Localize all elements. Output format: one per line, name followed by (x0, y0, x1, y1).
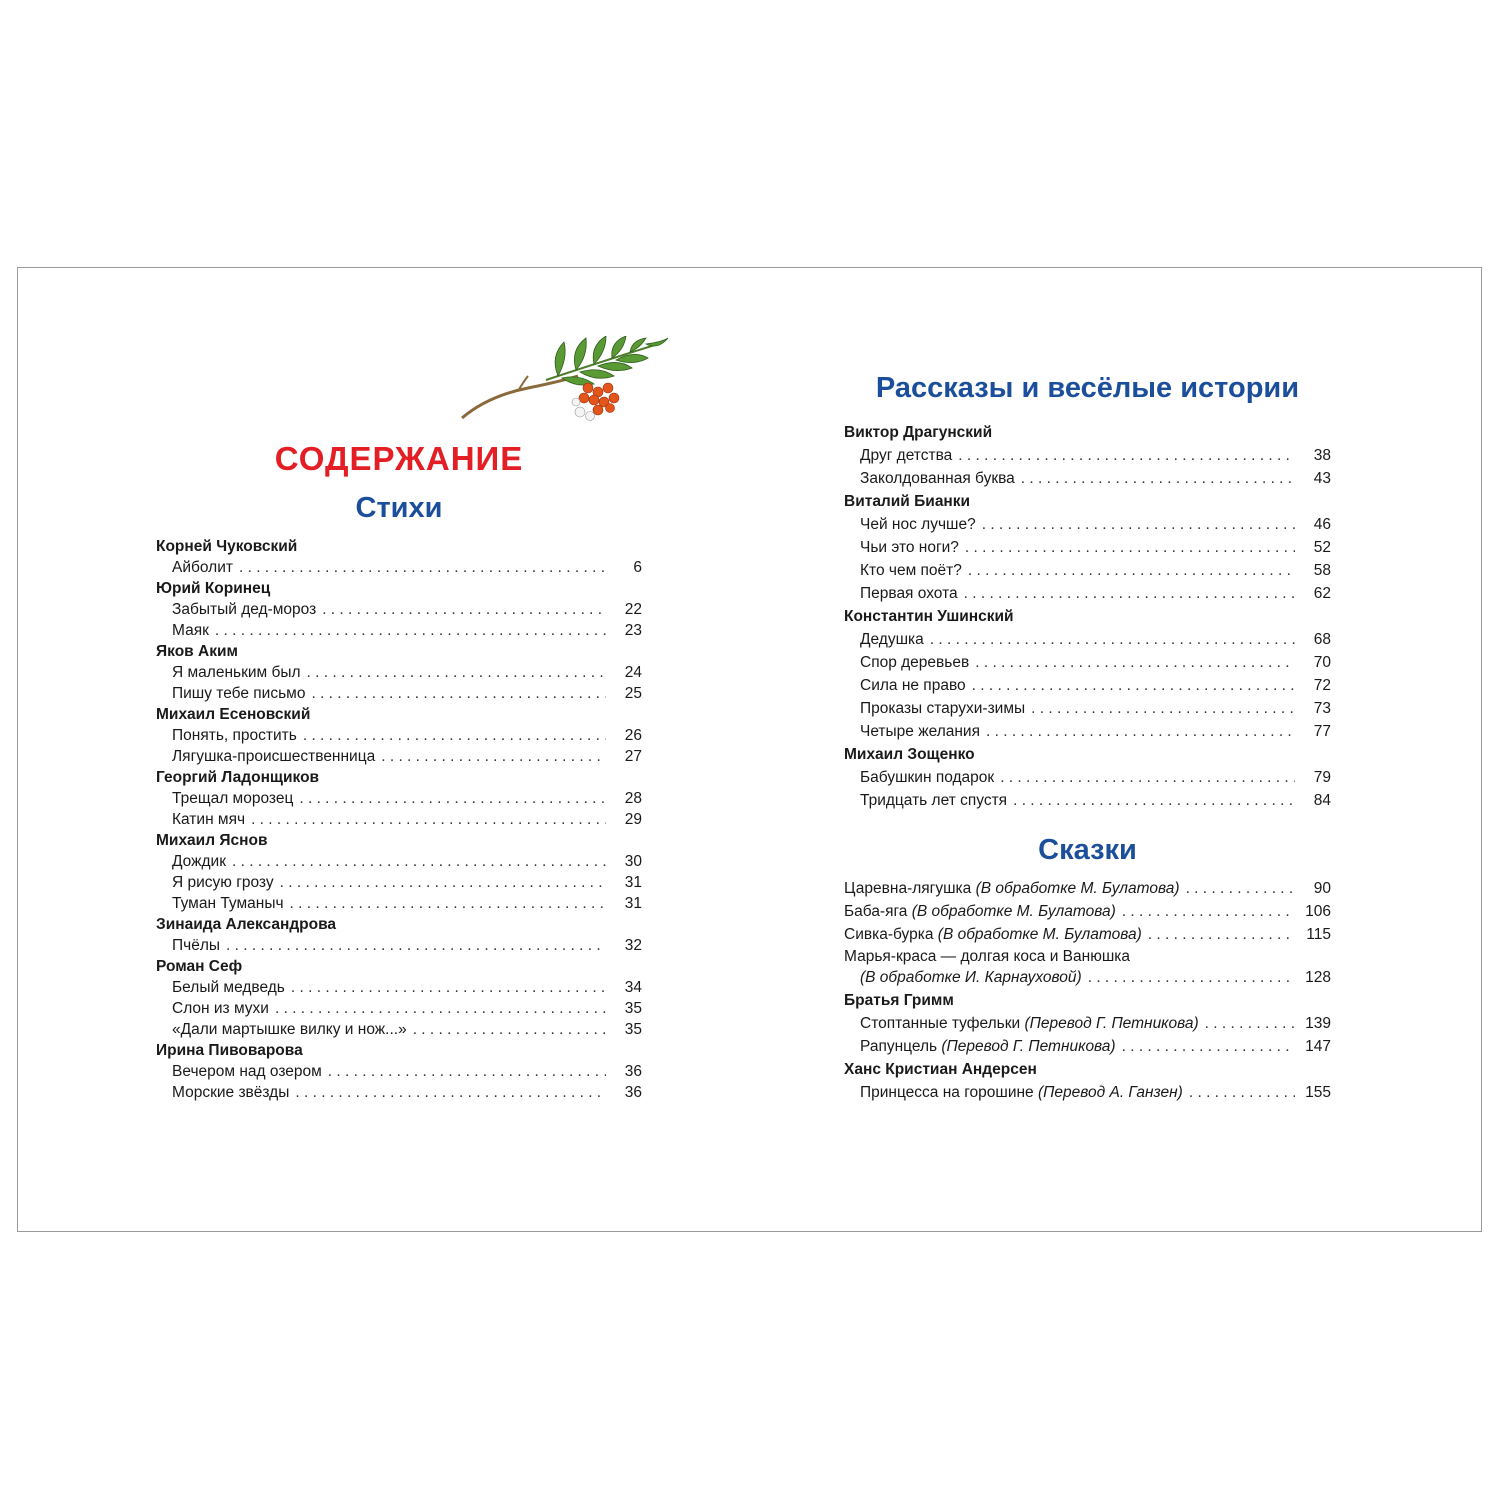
leader-dots (1205, 1012, 1295, 1035)
page-number: 22 (624, 601, 642, 618)
toc-entry[interactable] (156, 872, 642, 893)
toc-entry[interactable] (844, 628, 1331, 651)
page-number: 34 (624, 979, 642, 996)
toc-entry[interactable] (844, 582, 1331, 605)
entry-title: Слон из мухи (172, 1000, 269, 1017)
entry-title: Пчёлы (172, 937, 221, 954)
page-number: 23 (624, 622, 642, 639)
toc-entry[interactable] (844, 444, 1331, 467)
page-number: 43 (1313, 470, 1331, 487)
page-number: 35 (624, 1000, 642, 1017)
leader-dots (275, 998, 606, 1019)
entry-note: (В обработке М. Булатова) (911, 903, 1116, 920)
author-name: Михаил Есеновский (156, 706, 311, 723)
leader-dots (280, 872, 606, 893)
page-number: 38 (1313, 447, 1331, 464)
page-number: 27 (624, 748, 642, 765)
leader-dots (322, 599, 606, 620)
author-name: Михаил Зощенко (844, 746, 975, 763)
entry-title: Баба-яга (844, 903, 908, 920)
leader-dots (239, 557, 606, 578)
author-name: Виталий Бианки (844, 493, 971, 510)
entry-title: Бабушкин подарок (860, 769, 995, 786)
entry-title: Рапунцель (860, 1038, 938, 1055)
page-number: 115 (1306, 926, 1331, 943)
entry-title: Айболит (172, 559, 233, 576)
leader-dots (958, 444, 1295, 467)
toc-entry[interactable] (844, 766, 1331, 789)
leader-dots (295, 1082, 606, 1103)
leader-dots (413, 1019, 606, 1040)
page-number: 36 (624, 1084, 642, 1101)
entry-title: Стоптанные туфельки (860, 1015, 1021, 1032)
leader-dots (964, 582, 1295, 605)
toc-entry[interactable] (156, 977, 642, 998)
leader-dots (972, 674, 1295, 697)
toc-entry[interactable] (156, 1082, 642, 1103)
entry-title: Маяк (172, 622, 209, 639)
page-number: 30 (624, 853, 642, 870)
entry-title: Катин мяч (172, 811, 246, 828)
leader-dots (232, 851, 606, 872)
page-number: 58 (1313, 562, 1331, 579)
toc-entry[interactable] (844, 720, 1331, 743)
leader-dots (1186, 877, 1295, 900)
leader-dots (251, 809, 606, 830)
toc-title: СОДЕРЖАНИЕ (274, 440, 524, 477)
entry-title: Принцесса на горошине (860, 1084, 1034, 1101)
toc-entry[interactable] (156, 746, 642, 767)
entry-title: Проказы старухи-зимы (860, 700, 1026, 717)
toc-entry[interactable] (156, 557, 642, 578)
entry-note: (Перевод Г. Петникова) (1024, 1015, 1199, 1032)
page-number: 31 (624, 895, 642, 912)
leader-dots (299, 788, 606, 809)
leader-dots (291, 977, 606, 998)
page-number: 128 (1305, 969, 1331, 986)
toc-entry[interactable] (844, 1012, 1331, 1035)
entry-title: Сила не право (860, 677, 966, 694)
entry-title: Друг детства (860, 447, 953, 464)
page-number: 25 (624, 685, 642, 702)
toc-entry[interactable] (844, 789, 1331, 812)
author-name: Ирина Пивоварова (156, 1042, 303, 1059)
page-number: 32 (624, 937, 642, 954)
entry-title: Белый медведь (172, 979, 285, 996)
entry-title: Пишу тебе письмо (172, 685, 306, 702)
page-number: 79 (1313, 769, 1331, 786)
page-number: 29 (624, 811, 642, 828)
page-number: 6 (633, 559, 642, 576)
page-number: 73 (1313, 700, 1331, 717)
author-name: Яков Аким (156, 643, 238, 660)
entry-title: Забытый дед-мороз (172, 601, 317, 618)
entry-title: Чьи это ноги? (860, 539, 959, 556)
leader-dots (1021, 467, 1295, 490)
entry-title: Чей нос лучше? (860, 516, 976, 533)
author-name: Братья Гримм (844, 992, 954, 1009)
entry-title: Морские звёзды (172, 1084, 290, 1101)
page-number: 77 (1313, 723, 1331, 740)
leader-dots (1148, 923, 1295, 946)
entry-title: Лягушка-происшественница (172, 748, 376, 765)
tales-section-title: Сказки (1038, 834, 1137, 866)
leader-dots (968, 559, 1295, 582)
entry-note: (Перевод Г. Петникова) (941, 1038, 1116, 1055)
entry-title: «Дали мартышке вилку и нож...» (172, 1021, 407, 1038)
entry-title: Марья-краса — долгая коса и Ванюшка (844, 948, 1131, 965)
poems-section-title: Стихи (355, 492, 443, 524)
toc-entry[interactable] (156, 893, 642, 914)
page-number: 70 (1313, 654, 1331, 671)
leader-dots (1122, 900, 1295, 923)
page-number: 24 (624, 664, 642, 681)
page-number: 31 (624, 874, 642, 891)
toc-entry-multiline[interactable] (844, 946, 1331, 989)
toc-entry[interactable] (156, 1061, 642, 1082)
page-number: 52 (1313, 539, 1331, 556)
page-number: 35 (624, 1021, 642, 1038)
author-name: Михаил Яснов (156, 832, 268, 849)
page-number: 68 (1313, 631, 1331, 648)
leader-dots (303, 725, 606, 746)
tales-list (844, 877, 1331, 1104)
author-name: Юрий Коринец (156, 580, 271, 597)
toc-entry[interactable] (156, 620, 642, 641)
author-name: Ханс Кристиан Андерсен (844, 1061, 1037, 1078)
leader-dots (328, 1061, 606, 1082)
rowan-branch-icon (458, 336, 670, 428)
toc-entry[interactable] (156, 788, 642, 809)
leader-dots (930, 628, 1295, 651)
poems-list (156, 536, 642, 1103)
toc-entry[interactable] (156, 809, 642, 830)
leader-dots (975, 651, 1295, 674)
toc-entry[interactable] (156, 599, 642, 620)
entry-title: Заколдованная буква (860, 470, 1015, 487)
entry-title: Туман Туманыч (172, 895, 284, 912)
entry-title: Вечером над озером (172, 1063, 322, 1080)
author-name: Георгий Ладонщиков (156, 769, 320, 786)
page-number: 72 (1313, 677, 1331, 694)
entry-title: Я рисую грозу (172, 874, 274, 891)
entry-title: Тридцать лет спустя (860, 792, 1008, 809)
toc-entry[interactable] (156, 998, 642, 1019)
leader-dots (986, 720, 1295, 743)
author-name: Константин Ушинский (844, 608, 1014, 625)
entry-title: Четыре желания (860, 723, 980, 740)
entry-note: (В обработке М. Булатова) (937, 926, 1142, 943)
page-number: 28 (624, 790, 642, 807)
leader-dots (1088, 967, 1295, 989)
page-number: 155 (1305, 1084, 1331, 1101)
leader-dots (290, 893, 606, 914)
page-number: 90 (1313, 880, 1331, 897)
page-number: 147 (1305, 1038, 1331, 1055)
book-spread (17, 267, 1482, 1232)
toc-entry[interactable] (844, 877, 1331, 900)
page-number: 36 (624, 1063, 642, 1080)
leader-dots (226, 935, 606, 956)
page-number: 46 (1313, 516, 1331, 533)
leader-dots (1013, 789, 1295, 812)
page-number: 62 (1313, 585, 1331, 602)
toc-entry[interactable] (844, 559, 1331, 582)
toc-entry[interactable] (156, 725, 642, 746)
stories-list (844, 421, 1331, 812)
entry-title: Я маленьким был (172, 664, 301, 681)
entry-title: Сивка-бурка (844, 926, 934, 943)
page-number: 106 (1305, 903, 1331, 920)
toc-entry[interactable] (844, 923, 1331, 946)
author-name: Роман Сеф (156, 958, 243, 975)
entry-title: Понять, простить (172, 727, 297, 744)
leader-dots (311, 683, 606, 704)
toc-entry[interactable] (844, 674, 1331, 697)
entry-title: Первая охота (860, 585, 958, 602)
entry-title: Царевна-лягушка (844, 880, 972, 897)
toc-entry[interactable] (844, 697, 1331, 720)
leader-dots (1031, 697, 1295, 720)
page-number: 84 (1313, 792, 1331, 809)
entry-title: Дедушка (860, 631, 924, 648)
author-name: Виктор Драгунский (844, 424, 993, 441)
leader-dots (1000, 766, 1295, 789)
toc-entry[interactable] (844, 651, 1331, 674)
toc-entry[interactable] (844, 536, 1331, 559)
stories-section-title: Рассказы и весёлые истории (875, 372, 1300, 404)
toc-entry[interactable] (156, 683, 642, 704)
leader-dots (1122, 1035, 1295, 1058)
entry-note: (Перевод А. Ганзен) (1037, 1084, 1183, 1101)
leader-dots (381, 746, 606, 767)
toc-entry[interactable] (844, 1035, 1331, 1058)
toc-entry[interactable] (156, 662, 642, 683)
entry-note: (В обработке М. Булатова) (975, 880, 1180, 897)
toc-entry[interactable] (156, 1019, 642, 1040)
entry-title: Дождик (172, 853, 226, 870)
toc-entry[interactable] (844, 900, 1331, 923)
toc-entry[interactable] (156, 935, 642, 956)
page-number: 26 (624, 727, 642, 744)
leader-dots (982, 513, 1295, 536)
toc-entry[interactable] (156, 851, 642, 872)
toc-entry[interactable] (844, 1081, 1331, 1104)
toc-entry[interactable] (844, 467, 1331, 490)
entry-note: (В обработке И. Карнауховой) (860, 969, 1082, 986)
page-number: 139 (1305, 1015, 1331, 1032)
leader-dots (215, 620, 606, 641)
leader-dots (307, 662, 606, 683)
leader-dots (965, 536, 1295, 559)
entry-title: Трещал морозец (172, 790, 294, 807)
author-name: Корней Чуковский (156, 538, 298, 555)
entry-title: Спор деревьев (860, 654, 970, 671)
author-name: Зинаида Александрова (156, 916, 337, 933)
toc-entry[interactable] (844, 513, 1331, 536)
leader-dots (1189, 1081, 1295, 1104)
entry-title: Кто чем поёт? (860, 562, 962, 579)
